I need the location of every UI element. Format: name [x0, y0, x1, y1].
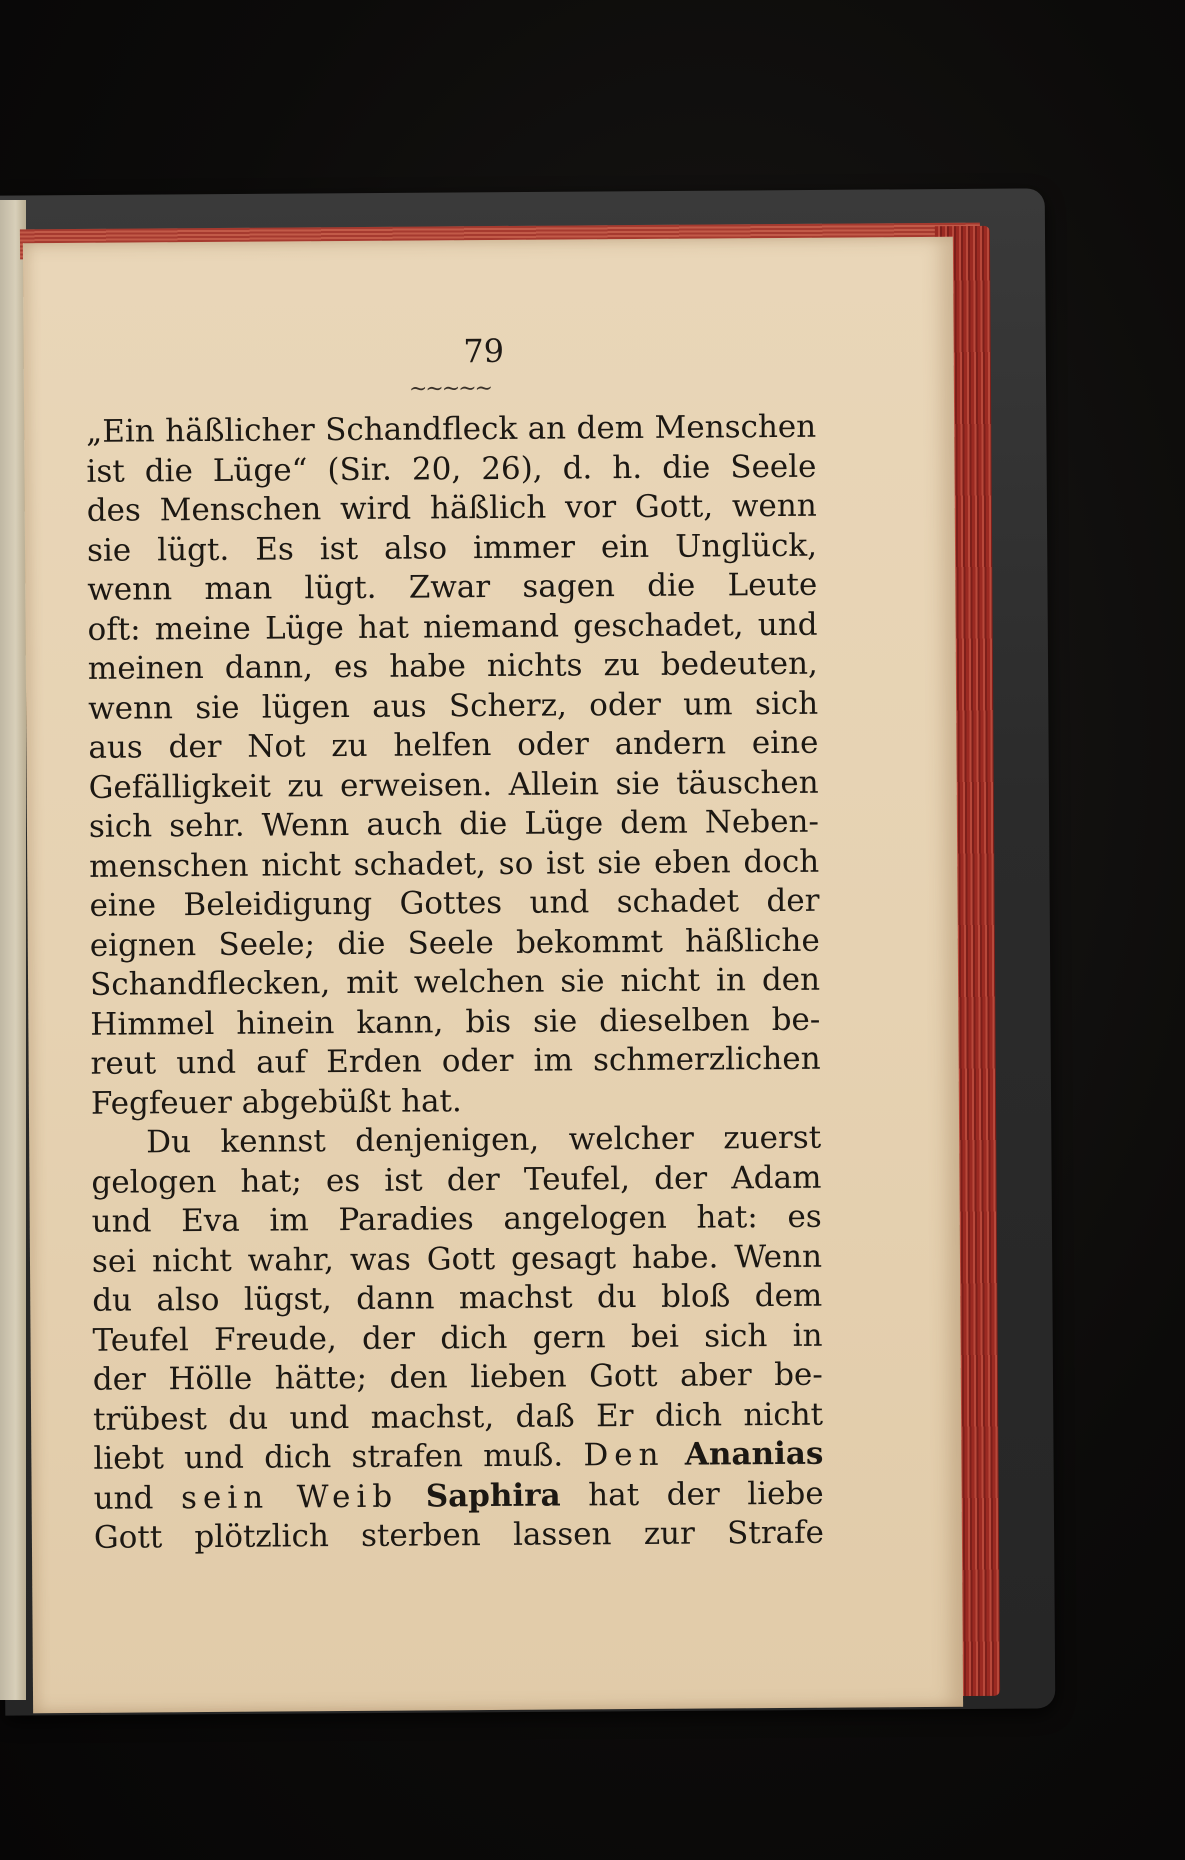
text-line: oft: meine Lüge hat niemand geschadet, und — [87, 606, 818, 648]
text-line: wenn man lügt. Zwar sagen die Leute — [87, 566, 818, 608]
text-segment: hat der liebe — [588, 1475, 824, 1513]
name-saphira: Saphira — [425, 1477, 561, 1514]
text-line: eine Beleidigung Gottes und schadet der — [89, 882, 820, 924]
text-line: sei nicht wahr, was Gott gesagt habe. Wenn — [91, 1238, 823, 1280]
body-text — [86, 408, 824, 1559]
text-line: wenn sie lügen aus Scherz, oder um sich — [88, 685, 819, 727]
text-line: Himmel hinein kann, bis sie dieselben be- — [90, 1001, 821, 1043]
text-line: Schandflecken, mit welchen sie nicht in den — [89, 961, 821, 1003]
page-number-ornament: ~~~~~ — [408, 375, 492, 402]
text-segment-spaced: sein — [180, 1479, 270, 1516]
text-line: Teufel Freude, der dich gern bei sich in — [92, 1317, 823, 1359]
text-line: reut und auf Erden oder im schmerzlichen — [90, 1040, 821, 1082]
text-segment-spaced: Den — [583, 1436, 665, 1474]
text-line: du also lügst, dann machst du bloß dem — [92, 1277, 823, 1319]
text-line — [94, 1474, 824, 1519]
text-line: meinen dann, es habe nichts zu bedeuten, — [87, 645, 818, 687]
text-line: ist die Lüge“ (Sir. 20, 26), d. h. die Seele — [86, 448, 817, 490]
text-line: Du kennst denjenigen, welcher zuerst — [146, 1119, 822, 1161]
text-line: „Ein häßlicher Schandfleck an dem Menschen — [86, 408, 817, 450]
text-segment-spaced: Weib — [296, 1478, 399, 1515]
text-line: des Menschen wird häßlich vor Gott, wenn — [86, 487, 817, 529]
page-number: 79 — [463, 331, 505, 371]
text-line: sich sehr. Wenn auch die Lüge dem Neben- — [88, 803, 820, 845]
text-line: Fegfeuer abgebüßt hat. — [90, 1082, 462, 1122]
text-line: eignen Seele; die Seele bekommt häßliche — [89, 922, 820, 964]
text-line: Gefälligkeit zu erweisen. Allein sie täuschen — [88, 764, 819, 806]
text-segment: und — [93, 1479, 154, 1517]
facing-page-edge — [0, 200, 26, 1700]
text-segment: liebt und dich strafen muß. — [93, 1437, 564, 1477]
book-page — [23, 237, 963, 1713]
text-line: aus der Not zu helfen oder andern eine — [88, 724, 819, 766]
text-line — [93, 1435, 823, 1480]
text-line: und Eva im Paradies angelogen hat: es — [91, 1198, 822, 1240]
name-ananias: Ananias — [684, 1435, 824, 1473]
text-line: menschen nicht schadet, so ist sie eben doch — [89, 843, 820, 885]
text-line: Gott plötzlich sterben lassen zur Strafe — [93, 1514, 825, 1556]
text-line: trübest du und machst, daß Er dich nicht — [92, 1396, 824, 1438]
text-line: gelogen hat; es ist der Teufel, der Adam — [91, 1159, 822, 1201]
text-line: sie lügt. Es ist also immer ein Unglück, — [86, 527, 818, 569]
text-line: der Hölle hätte; den lieben Gott aber be- — [92, 1356, 823, 1398]
